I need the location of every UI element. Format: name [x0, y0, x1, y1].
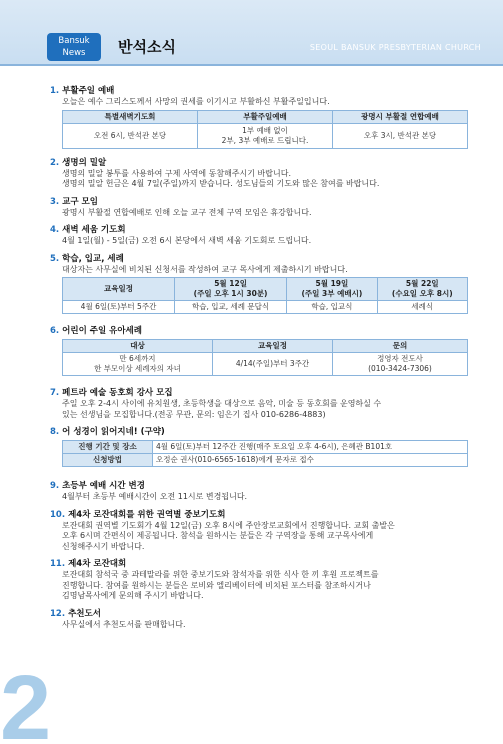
table-header: 5월 22일 (수요일 오후 8시)	[377, 278, 467, 301]
news-content	[50, 86, 480, 637]
table-header: 광명시 부활절 연합예배	[333, 110, 468, 123]
section-title: 7. 페트라 예술 동호회 강사 모집	[50, 388, 173, 398]
table-header: 5월 12일 (주일 오후 1시 30분)	[175, 278, 287, 301]
infant-baptism-table	[62, 339, 468, 376]
section-body: 4월 1일(월) - 5일(금) 오전 6시 본당에서 새벽 세움 기도회로 드립니다.	[62, 236, 312, 245]
section-title: 12. 추천도서	[50, 608, 101, 619]
section-body: 로잔대회 권역별 기도회가 4월 12일(금) 오후 8시에 주안장로교회에서 진행합니다. 교회 출발은 오후 6시며 간편식이 제공됩니다. 참석을 원하시는 분들은 각 구역장을 통해 교구목사에게 신청해주시기 바랍니다.	[62, 520, 395, 551]
section-body: 대상자는 사무실에 비치된 신청서를 작성하여 교구 목사에게 제출하시기 바랍니다.	[62, 264, 348, 274]
table-cell: 정영자 전도사 (010-3424-7306)	[333, 353, 468, 376]
section-3	[50, 197, 480, 219]
section-8	[50, 427, 480, 467]
table-cell: 오정순 권사(010-6565-1618)에게 문자로 접수	[153, 454, 468, 467]
church-name: SEOUL BANSUK PRESBYTERIAN CHURCH	[309, 43, 481, 52]
section-title: 10. 제4차 로잔대회를 위한 권역별 중보기도회	[50, 509, 226, 520]
section-2	[50, 158, 480, 190]
table-header: 교육일정	[63, 278, 175, 301]
baptism-schedule-table	[62, 277, 468, 314]
easter-schedule-table	[62, 110, 468, 149]
bansuk-news-badge	[47, 33, 101, 61]
section-body: 주일 오후 2-4시 사이에 유치원생, 초등학생을 대상으로 음악, 미술 등 동호회를 운영하실 수 있는 선생님을 모집합니다.(전공 무관, 문의: 임은기 집사 010-6286-4883)	[62, 399, 382, 419]
section-6	[50, 326, 480, 376]
section-7	[50, 388, 480, 420]
table-cell: 오전 6시, 반석관 본당	[63, 123, 198, 148]
table-cell: 4/14(주일)부터 3주간	[213, 353, 333, 376]
table-row-label: 신청방법	[63, 454, 153, 467]
section-title: 5. 학습, 입교, 세례	[50, 253, 124, 264]
section-11	[50, 559, 480, 602]
section-1	[50, 86, 480, 149]
section-body: 로잔대회 참석국 중 과테말라를 위한 중보기도와 참석자를 위한 식사 한 끼 후원 프로젝트를 진행합니다. 참여를 원하시는 분들은 로비와 엘리베이터에 비치된 포스터를 참조하시거나 김명남목사에게 문의해 주시기 바랍니다.	[62, 570, 379, 600]
section-5	[50, 254, 480, 315]
table-cell: 학습, 입교, 세례 문답식	[175, 301, 287, 314]
table-header: 부활주일예배	[198, 110, 333, 123]
section-body: 4월부터 초등부 예배시간이 오전 11시로 변경됩니다.	[62, 492, 248, 501]
table-cell: 학습, 입교식	[287, 301, 377, 314]
table-cell: 4월 6일(토)부터 5주간	[63, 301, 175, 314]
section-9	[50, 481, 480, 503]
bible-reading-table	[62, 440, 468, 467]
table-header: 특별새벽기도회	[63, 110, 198, 123]
table-cell: 4월 6일(토)부터 12주간 진행(매주 토요일 오후 4-6시), 은혜관 B101호	[153, 441, 468, 454]
section-body: 광명시 부활절 연합예배로 인해 오늘 교구 전체 구역 모임은 휴강합니다.	[62, 207, 312, 217]
section-body: 생명의 밀알 봉투를 사용하여 구제 사역에 동참해주시기 바랍니다. 생명의 밀알 헌금은 4월 7일(주일)까지 받습니다. 성도님들의 기도와 많은 참여를 바랍니다.	[62, 168, 380, 188]
section-title: 2. 생명의 밀알	[50, 157, 107, 168]
table-header: 5월 19일 (주일 3부 예배시)	[287, 278, 377, 301]
section-title: 4. 새벽 세움 기도회	[50, 225, 126, 235]
table-cell: 세례식	[377, 301, 467, 314]
section-4	[50, 225, 480, 247]
section-title: 11. 제4차 로잔대회	[50, 559, 127, 569]
section-10	[50, 510, 480, 553]
section-title: 9. 초등부 예배 시간 변경	[50, 481, 145, 491]
section-title: 8. 어 성경이 읽어지네! (구약)	[50, 427, 165, 437]
header-banner	[0, 0, 503, 66]
section-title: 1. 부활주일 예배	[50, 86, 115, 96]
section-title: 3. 교구 모임	[50, 196, 98, 207]
table-cell: 1부 예배 없이 2부, 3부 예배로 드립니다.	[198, 123, 333, 148]
table-header: 교육일정	[213, 340, 333, 353]
badge-line2: News	[62, 48, 86, 58]
section-body: 오늘은 예수 그리스도께서 사망의 권세를 이기시고 부활하신 부활주일입니다.	[62, 97, 330, 106]
table-row-label: 진행 기간 및 장소	[63, 441, 153, 454]
section-body: 사무실에서 추천도서를 판매합니다.	[62, 619, 186, 629]
table-cell: 오후 3시, 반석관 본당	[333, 123, 468, 148]
table-header: 문의	[333, 340, 468, 353]
badge-line1: Bansuk	[58, 36, 90, 46]
table-header: 대상	[63, 340, 213, 353]
table-cell: 만 6세까지 한 부모이상 세례자의 자녀	[63, 353, 213, 376]
section-title: 6. 어린이 주일 유아세례	[50, 326, 142, 336]
page-title: 반석소식	[118, 38, 176, 56]
page-number: 2	[0, 657, 52, 744]
section-12	[50, 609, 480, 631]
